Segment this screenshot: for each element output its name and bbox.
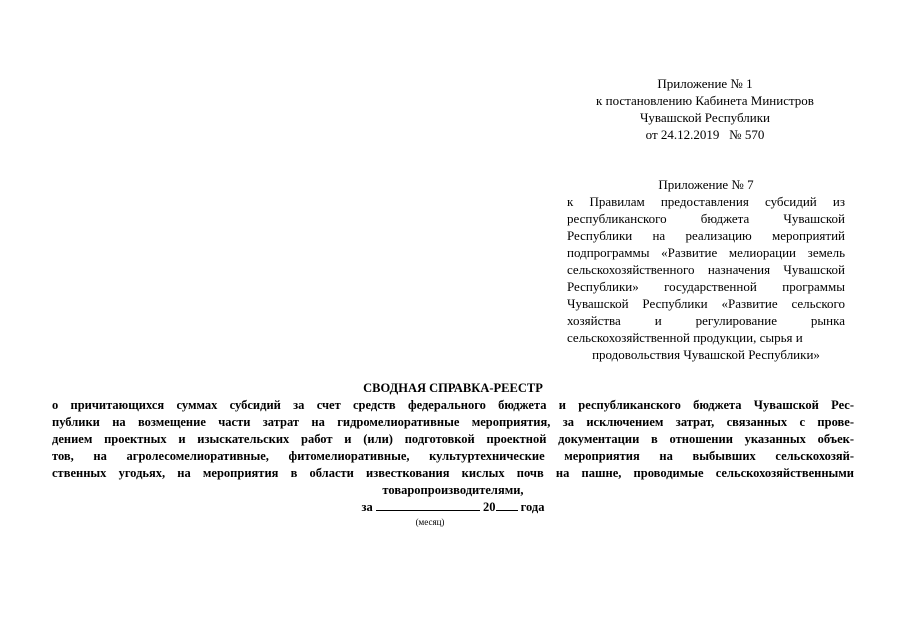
title-line: тов, на агролесомелиоративные, фитомелиоративные, культуртехнические мероприятия на выбывших сельскохозяй- [52, 449, 854, 463]
appendix-1-block [560, 75, 850, 143]
appendix-7-block [567, 176, 845, 363]
year-blank-field[interactable] [496, 498, 518, 511]
period-suffix: года [520, 500, 545, 514]
appendix-7-number: Приложение № 7 [658, 177, 754, 192]
appendix-1-resolution: к постановлению Кабинета Министров [596, 93, 814, 108]
appendix-7-text: к Правилам предоставления субсидий из республиканского бюджета Чувашской Республики на реализацию мероприятий подпрограммы «Развитие мелиорации земель сельскохозяйственного назначения Чувашской Республики» государственной программы Чувашской Республики «Развитие сельского хозяйства и регулирование рынка сельскохозяйственной продукции, сырья и [567, 194, 845, 345]
document-title: СВОДНАЯ СПРАВКА-РЕЕСТР [363, 381, 543, 395]
title-line: дением проектных и изыскательских работ и (или) подготовкой проектной документации в отношении указанных объек- [52, 432, 854, 446]
appendix-1-date: от 24.12.2019 № 570 [645, 127, 765, 142]
appendix-7-text-last: продовольствия Чувашской Республики» [592, 347, 820, 362]
period-line [52, 498, 854, 516]
title-line: публики на возмещение части затрат на гидромелиоративные мероприятия, за исключением затрат, связанных с прове- [52, 415, 854, 429]
month-hint: (месяц) [415, 517, 445, 527]
title-line: ственных угодьях, на мероприятия в области известкования кислых почв на пашне, проводимые сельскохозяйственными [52, 466, 854, 480]
appendix-1-number: Приложение № 1 [657, 76, 753, 91]
title-line-last: товаропроизводителями, [382, 483, 524, 497]
period-prefix: за [361, 500, 373, 514]
appendix-7-description [567, 193, 845, 363]
appendix-1-republic: Чувашской Республики [639, 110, 771, 125]
year-prefix: 20 [483, 500, 496, 514]
month-blank-field[interactable] [376, 498, 480, 511]
title-line: о причитающихся суммах субсидий за счет средств федерального бюджета и республиканского бюджета Чувашской Рес- [52, 398, 854, 412]
document-title-block [52, 380, 854, 499]
